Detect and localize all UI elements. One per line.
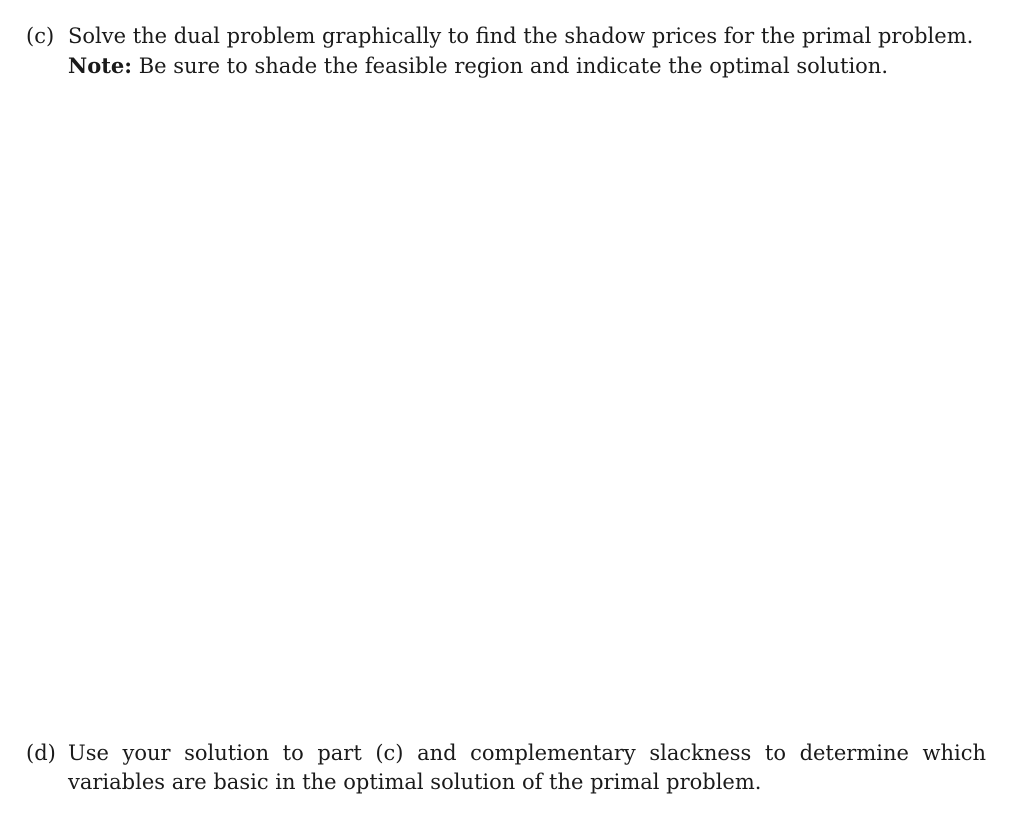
question-text bbox=[68, 739, 986, 797]
question-c bbox=[26, 22, 986, 81]
question-text bbox=[68, 22, 986, 81]
question-prompt: Solve the dual problem graphically to find the shadow prices for the primal problem. bbox=[68, 24, 974, 48]
question-label: (d) bbox=[26, 741, 56, 765]
note-text: Be sure to shade the feasible region and indicate the optimal solution. bbox=[138, 54, 888, 78]
question-d bbox=[26, 739, 986, 797]
answer-space bbox=[26, 90, 986, 720]
question-prompt: Use your solution to part (c) and complementary slackness to determine which variables are basic in the optimal solution of the primal problem. bbox=[68, 741, 986, 794]
note-label: Note: bbox=[68, 53, 133, 78]
question-label: (c) bbox=[26, 24, 55, 48]
